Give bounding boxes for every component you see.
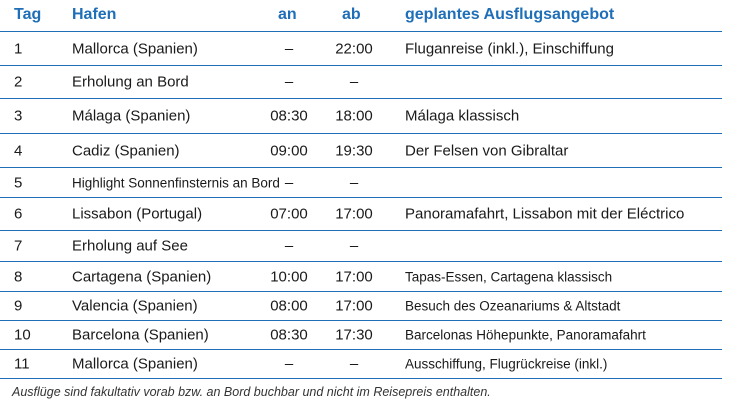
cell-an: – [284,355,294,373]
cell-hafen: Mallorca (Spanien) [72,355,198,373]
table-row [0,292,722,321]
cell-ausflug: Panoramafahrt, Lissabon mit der Eléctrico [405,205,685,223]
table-row [0,66,722,99]
cell-hafen: Cadiz (Spanien) [72,142,180,159]
header-tag: Tag [14,6,42,23]
cell-ab: 17:30 [335,326,373,344]
cell-ab: 17:00 [335,268,373,285]
cell-hafen: Mallorca (Spanien) [72,40,198,57]
cell-ab: – [349,355,359,373]
cell-hafen: Lissabon (Portugal) [72,205,203,223]
cell-an: 07:00 [270,205,308,223]
header-ab: ab [342,6,361,23]
cell-an: 09:00 [270,142,308,159]
header-ausflug: geplantes Ausflugsangebot [405,6,615,23]
cell-ausflug: Barcelonas Höhepunkte, Panoramafahrt [405,327,646,343]
table-row [0,321,722,350]
cell-tag: 10 [14,326,31,344]
cell-tag: 7 [14,237,23,255]
cell-an: – [284,174,294,191]
cell-tag: 6 [14,205,23,223]
cell-tag: 5 [14,174,23,191]
header-hafen: Hafen [72,6,117,23]
cell-ausflug: Besuch des Ozeanariums & Altstadt [405,298,621,314]
cell-hafen: Cartagena (Spanien) [72,268,212,285]
cell-an: 08:30 [270,107,308,125]
cell-an: – [284,40,294,57]
cell-tag: 8 [14,268,23,285]
cell-ab: – [349,73,359,91]
table-row [0,350,722,379]
cell-ausflug: Tapas-Essen, Cartagena klassisch [405,269,613,284]
cell-ab: 22:00 [335,40,373,57]
cell-ausflug: Ausschiffung, Flugrückreise (inkl.) [405,356,608,372]
table-row [0,32,722,66]
cell-ab: – [349,174,359,191]
cell-an: 08:30 [270,326,308,344]
cell-hafen: Erholung an Bord [72,73,189,91]
table-body [0,32,722,379]
table-row [0,134,722,168]
cell-an: – [284,73,294,91]
cell-an: 08:00 [270,297,308,315]
table-row [0,262,722,292]
cell-hafen: Erholung auf See [72,237,188,255]
cell-ab: – [349,237,359,255]
cell-an: – [284,237,294,255]
cell-ausflug: Málaga klassisch [405,107,520,125]
cell-hafen: Málaga (Spanien) [72,107,191,125]
table-row [0,231,722,262]
cell-ab: 18:00 [335,107,373,125]
cell-tag: 11 [14,355,30,373]
cell-tag: 4 [14,142,23,159]
header-an: an [278,6,297,23]
cell-hafen: Valencia (Spanien) [72,297,198,315]
table-row [0,99,722,134]
cell-hafen: Barcelona (Spanien) [72,326,209,344]
cell-tag: 9 [14,297,23,315]
cell-tag: 2 [14,73,23,91]
cell-tag: 1 [14,40,23,57]
cell-an: 10:00 [270,268,308,285]
cell-ausflug: Der Felsen von Gibraltar [405,142,569,159]
cell-ab: 19:30 [335,142,373,159]
table-row [0,168,722,198]
cell-ausflug: Fluganreise (inkl.), Einschiffung [405,40,614,57]
table-header [0,0,722,32]
cell-tag: 3 [14,107,23,125]
table-row [0,198,722,231]
cell-ab: 17:00 [335,297,373,315]
cell-hafen: Highlight Sonnenfinsternis an Bord [72,175,280,190]
footnote: Ausflüge sind fakultativ vorab bzw. an Bord buchbar und nicht im Reisepreis enthalten. [12,385,491,399]
cell-ab: 17:00 [335,205,373,223]
